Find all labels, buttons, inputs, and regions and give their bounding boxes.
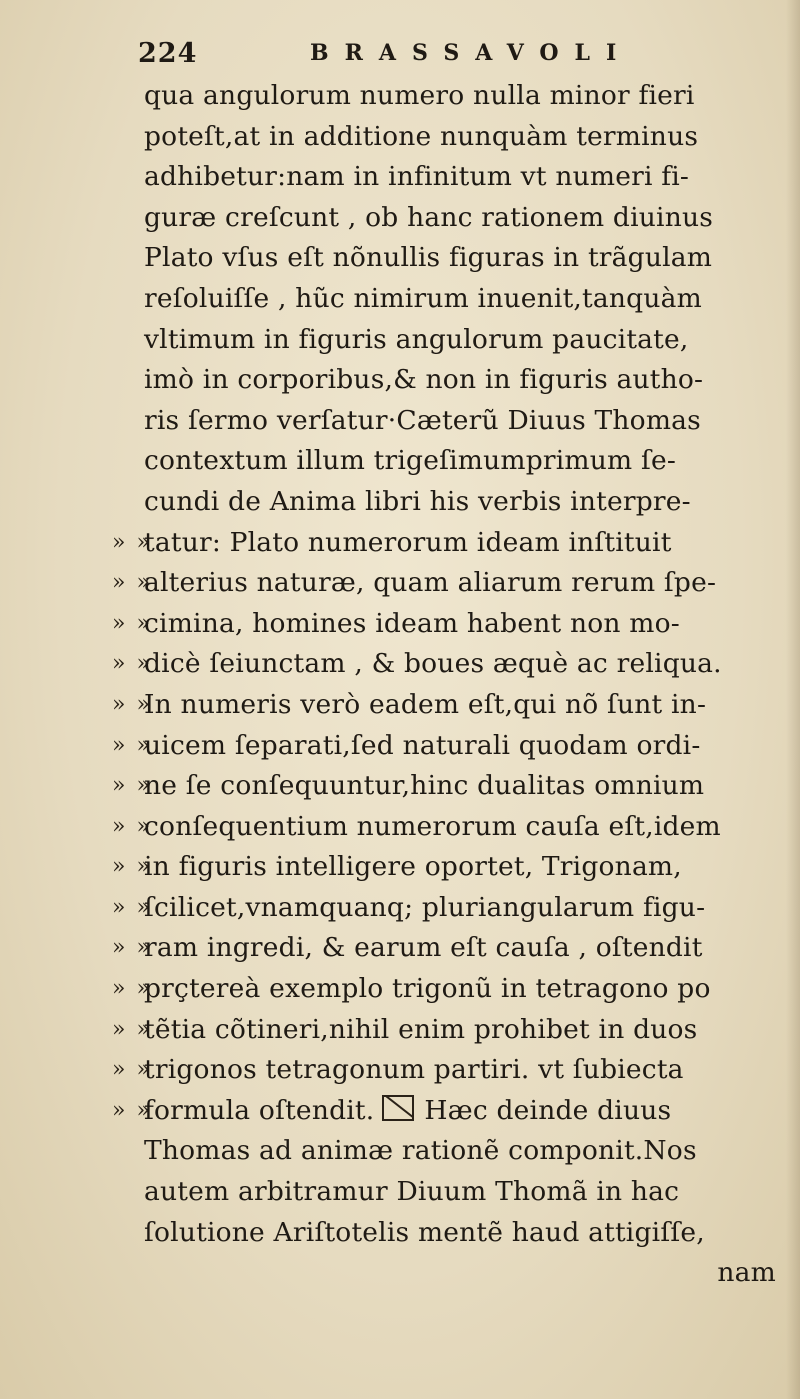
quotation-marker: » »: [112, 976, 152, 1002]
line-text-content: guræ creſcunt , ob hanc rationem diuinus: [144, 201, 714, 233]
line-text-content: Plato vſus eſt nõnullis figuras in trãgulam: [144, 242, 713, 274]
line-text-content: alterius naturæ, quam aliarum rerum ſpe-: [144, 567, 717, 599]
text-line: [0, 1050, 800, 1091]
line-text-content: contextum illum trigeſimumprimum ſe-: [144, 445, 676, 477]
text-line: [0, 198, 800, 239]
line-text-content: ſcilicet,vnamquanq; pluriangularum figu-: [144, 891, 706, 923]
quotation-marker: » »: [112, 570, 152, 596]
line-text: [144, 604, 680, 645]
line-text: [144, 1050, 684, 1091]
text-line: [0, 807, 800, 848]
text-line: [0, 969, 800, 1010]
line-text-content: cimina, homines ideam habent non mo-: [144, 607, 680, 639]
line-text-content: poteſt,at in additione nunquàm terminus: [144, 120, 699, 152]
line-text: [144, 928, 703, 969]
line-text: [144, 847, 682, 888]
running-head: BRASSAVOLI: [310, 40, 633, 66]
line-text-content: ris ſermo verſatur·Cæterũ Diuus Thomas: [144, 404, 701, 436]
line-text: [144, 685, 706, 726]
page-number: 224: [138, 38, 198, 69]
line-text: [144, 198, 713, 239]
text-line: [0, 1172, 800, 1213]
line-text: [144, 401, 701, 442]
text-line: [0, 360, 800, 401]
quotation-marker: » »: [112, 691, 152, 717]
line-text: [144, 360, 703, 401]
text-line: [0, 644, 800, 685]
line-text: [144, 157, 689, 198]
line-text-content: tẽtia cõtineri,nihil enim prohibet in duos: [144, 1013, 698, 1045]
line-text-content: dicè ſeiunctam , & boues æquè ac reliqua.: [144, 648, 722, 680]
text-line: [0, 401, 800, 442]
catchword: nam: [717, 1257, 776, 1289]
line-text-content: trigonos tetragonum partiri. vt ſubiecta: [144, 1054, 684, 1086]
line-text: [144, 1131, 697, 1172]
quotation-marker: » »: [112, 813, 152, 839]
line-text-content: ſolutione Ariſtotelis mentẽ haud attigiſſe,: [144, 1216, 705, 1248]
catchword-line: [0, 1253, 800, 1294]
text-line: [0, 1091, 800, 1132]
text-line: [0, 279, 800, 320]
line-text-content: Thomas ad animæ rationẽ componit.Nos: [144, 1135, 697, 1167]
line-text-content: reſoluiſſe , hũc nimirum inuenit,tanquàm: [144, 282, 702, 314]
text-block: [0, 76, 800, 1294]
line-text: [144, 1091, 671, 1132]
line-text: [144, 969, 711, 1010]
text-line: [0, 604, 800, 645]
line-text-content: ne ſe conſequuntur,hinc dualitas omnium: [144, 770, 705, 802]
text-line: [0, 157, 800, 198]
line-text: [144, 482, 691, 523]
text-line: [0, 117, 800, 158]
line-text-content: adhibetur:nam in infinitum vt numeri fi-: [144, 161, 690, 193]
line-text: [144, 563, 716, 604]
line-text: [144, 726, 701, 767]
quotation-marker: » »: [112, 732, 152, 758]
line-text-content: prçtereà exemplo trigonũ in tetragono po: [144, 973, 711, 1005]
line-text-content: ram ingredi, & earum eſt cauſa , oſtendit: [144, 932, 703, 964]
quotation-marker: » »: [112, 651, 152, 677]
line-text-content: formula oſtendit.: [144, 1094, 375, 1126]
text-line: [0, 563, 800, 604]
line-text-content: qua angulorum numero nulla minor fieri: [144, 80, 695, 111]
line-text-content: tatur: Plato numerorum ideam inſtituit: [144, 526, 672, 558]
text-line: [0, 726, 800, 767]
square-with-diagonal-icon: [382, 1095, 414, 1121]
line-text: [144, 766, 704, 807]
line-text: [144, 117, 698, 158]
line-text-content: autem arbitramur Diuum Thomã in hac: [144, 1176, 680, 1208]
line-text: [144, 807, 721, 848]
text-line: [0, 1213, 800, 1254]
text-line: [0, 928, 800, 969]
text-line: [0, 320, 800, 361]
line-text-content: conſequentium numerorum cauſa eſt,idem: [144, 810, 721, 842]
quotation-marker: » »: [112, 935, 152, 961]
line-text-content: In numeris verò eadem eſt,qui nõ ſunt in-: [144, 688, 707, 720]
text-line: [0, 1131, 800, 1172]
line-text: [144, 279, 702, 320]
text-line: [0, 766, 800, 807]
line-text-content: cundi de Anima libri his verbis interpre-: [144, 485, 691, 517]
text-line: [0, 1010, 800, 1051]
text-line: [0, 888, 800, 929]
line-text: [144, 1010, 697, 1051]
line-text-content: uicem ſeparati,ſed naturali quodam ordi-: [144, 729, 701, 761]
text-line: [0, 441, 800, 482]
quotation-marker: » »: [112, 529, 152, 555]
quotation-marker: » »: [112, 773, 152, 799]
text-line: [0, 482, 800, 523]
page-header: [138, 38, 778, 78]
line-text-content: in figuris intelligere oportet, Trigonam,: [144, 851, 682, 883]
text-line: [0, 685, 800, 726]
line-text: [144, 644, 722, 685]
text-line: [0, 238, 800, 279]
quotation-marker: » »: [112, 1057, 152, 1083]
line-text-continuation: Hæc deinde diuus: [424, 1094, 672, 1126]
quotation-marker: » »: [112, 894, 152, 920]
line-text: [144, 1172, 679, 1213]
line-text-content: vltimum in figuris angulorum paucitate,: [144, 323, 689, 355]
text-line: [0, 847, 800, 888]
text-line: [0, 76, 800, 117]
line-text: [144, 888, 705, 929]
quotation-marker: » »: [112, 854, 152, 880]
line-text: [144, 76, 695, 117]
line-text: [144, 238, 712, 279]
line-text: [144, 1213, 705, 1254]
line-text: [144, 441, 676, 482]
quotation-marker: » »: [112, 1016, 152, 1042]
quotation-marker: » »: [112, 610, 152, 636]
text-line: [0, 523, 800, 564]
line-text: [144, 320, 689, 361]
line-text: [144, 523, 672, 564]
quotation-marker: » »: [112, 1097, 152, 1123]
line-text-content: imò in corporibus,& non in figuris autho-: [144, 364, 704, 396]
